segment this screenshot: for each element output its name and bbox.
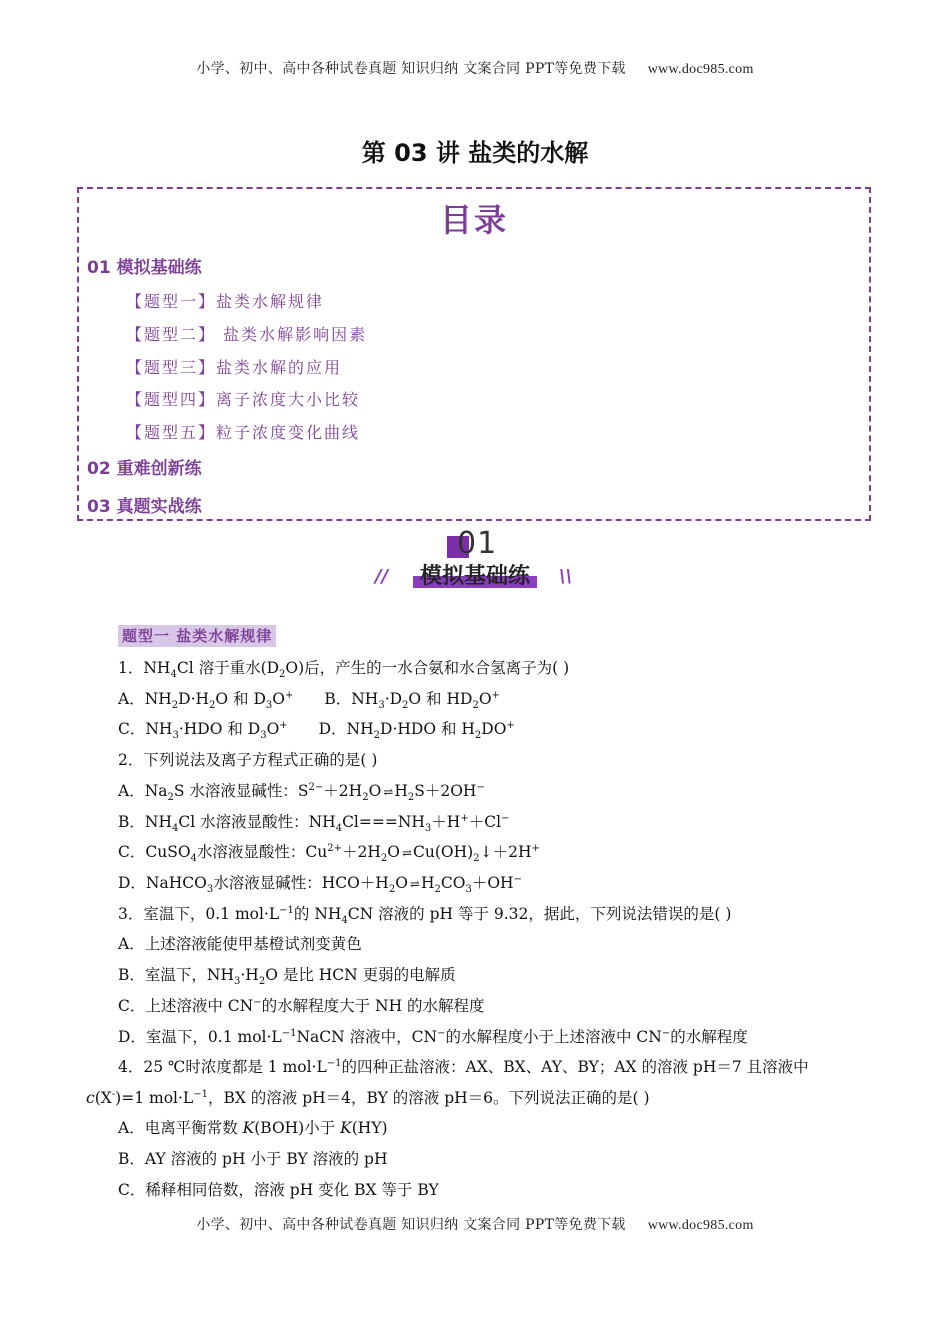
page-title: 第 03 讲 盐类的水解 (361, 139, 589, 167)
toc-sub-2[interactable]: 【题型二】 盐类水解影响因素 (126, 325, 368, 344)
banner-slash-left: // (375, 566, 389, 587)
page-footer (0, 1214, 950, 1234)
q2-option-b[interactable]: B．$NH_4Cl$ 水溶液显酸性：$NH_4Cl===NH_3+H^++Cl^-$ (118, 812, 510, 835)
q2-option-d[interactable]: D．NaHCO$_3$水溶液显碱性：$HCO+H_2O$ ⇌ $H_2CO_3+OH^-$ (118, 873, 522, 896)
q2-option-a[interactable]: A．$Na_2S$ 水溶液显碱性：$S^{2-}+2H_2O$ ⇌ $H_2S+2OH^-$ (118, 781, 485, 804)
banner-title-text: 模拟基础练 (419, 564, 530, 589)
banner-title (395, 562, 555, 592)
q4-option-b[interactable]: B．AY 溶液的 pH 小于 BY 溶液的 pH (118, 1150, 388, 1168)
q4-stem-line2: c(X-)=1 $mol\cdot L^{-1}$，BX 的溶液 pH＝4，BY 的溶液 pH＝6。下列说法正确的是( ) (86, 1088, 650, 1107)
equilibrium-arrow-icon: ⇌ (409, 877, 419, 891)
q4-option-c[interactable]: C．稀释相同倍数，溶液 pH 变化 BX 等于 BY (118, 1181, 439, 1199)
q4-stem-line1: 4．25 ℃时浓度都是 1 $mol\cdot L^{-1}$的四种正盐溶液：AX、BX、AY、BY；AX 的溶液 pH＝7 且溶液中 (118, 1057, 809, 1076)
q1-option-c[interactable]: C．$NH_3\cdot HDO$ 和 $D_3O^+$ (118, 719, 288, 742)
q1-options-cd (118, 717, 515, 741)
toc-sub-4[interactable]: 【题型四】离子浓度大小比较 (126, 390, 361, 409)
question-type-label: 题型一 盐类水解规律 (118, 625, 276, 647)
equilibrium-arrow-icon: ⇌ (383, 785, 393, 799)
q1-stem: 1．$NH_4Cl$ 溶于重水$(D_2O)$后，产生的一水合氨和水合氢离子为( ) (118, 659, 570, 681)
q2-stem: 2．下列说法及离子方程式正确的是( ) (118, 751, 378, 769)
toc-sub-5[interactable]: 【题型五】粒子浓度变化曲线 (126, 423, 361, 442)
section-banner (375, 522, 575, 602)
q3-stem: 3．室温下，0.1 $mol\cdot L^{-1}$的 $NH_4CN$ 溶液的 pH 等于 9.32，据此，下列说法错误的是( ) (118, 904, 732, 927)
banner-number: 01 (457, 526, 498, 561)
toc-sub-3[interactable]: 【题型三】盐类水解的应用 (126, 358, 343, 377)
q3-option-c[interactable]: C．上述溶液中 CN−的水解程度大于 NH 的水解程度 (118, 996, 485, 1015)
footer-text: 小学、初中、高中各种试卷真题 知识归纳 文案合同 PPT等免费下载 (196, 1217, 626, 1233)
toc-section-2[interactable]: 02 重难创新练 (87, 459, 202, 479)
header-url[interactable]: www.doc985.com (647, 62, 754, 77)
footer-url[interactable]: www.doc985.com (647, 1218, 754, 1233)
q1-options-ab (118, 687, 500, 711)
q1-option-a[interactable]: A．$NH_2D\cdot H_2O$ 和 $D_3O^+$ (118, 689, 294, 712)
equilibrium-arrow-icon: ⇌ (401, 846, 412, 860)
q3-option-d[interactable]: D．室温下，0.1 $mol\cdot L^{-1}NaCN$ 溶液中，CN−的水解程度小于上述溶液中 CN−的水解程度 (118, 1027, 748, 1046)
q1-option-d[interactable]: D．$NH_2D\cdot HDO$ 和 $H_2DO^+$ (318, 719, 515, 742)
page-header (0, 58, 950, 78)
toc-sub-1[interactable]: 【题型一】盐类水解规律 (126, 292, 325, 311)
table-of-contents (77, 187, 871, 521)
toc-heading: 目录 (439, 201, 508, 239)
toc-section-1[interactable]: 01 模拟基础练 (87, 258, 202, 278)
toc-section-3[interactable]: 03 真题实战练 (87, 497, 202, 517)
banner-slash-right: \\ (559, 566, 573, 587)
q4-option-a[interactable]: A．电离平衡常数 K(BOH)小于 K(HY) (118, 1119, 388, 1137)
header-text: 小学、初中、高中各种试卷真题 知识归纳 文案合同 PPT等免费下载 (196, 61, 626, 77)
q3-option-a[interactable]: A．上述溶液能使甲基橙试剂变黄色 (118, 935, 362, 953)
q3-option-b[interactable]: B．室温下，$NH_3\cdot H_2O$ 是比 HCN 更弱的电解质 (118, 966, 456, 988)
q1-option-b[interactable]: B．$NH_3\cdot D_2O$ 和 $HD_2O^+$ (324, 689, 500, 712)
q2-option-c[interactable]: C．CuSO$_4$水溶液显酸性：$Cu^{2+}+2H_2O$ ⇌ $Cu(OH)_2↓+2H^+$ (118, 842, 540, 865)
